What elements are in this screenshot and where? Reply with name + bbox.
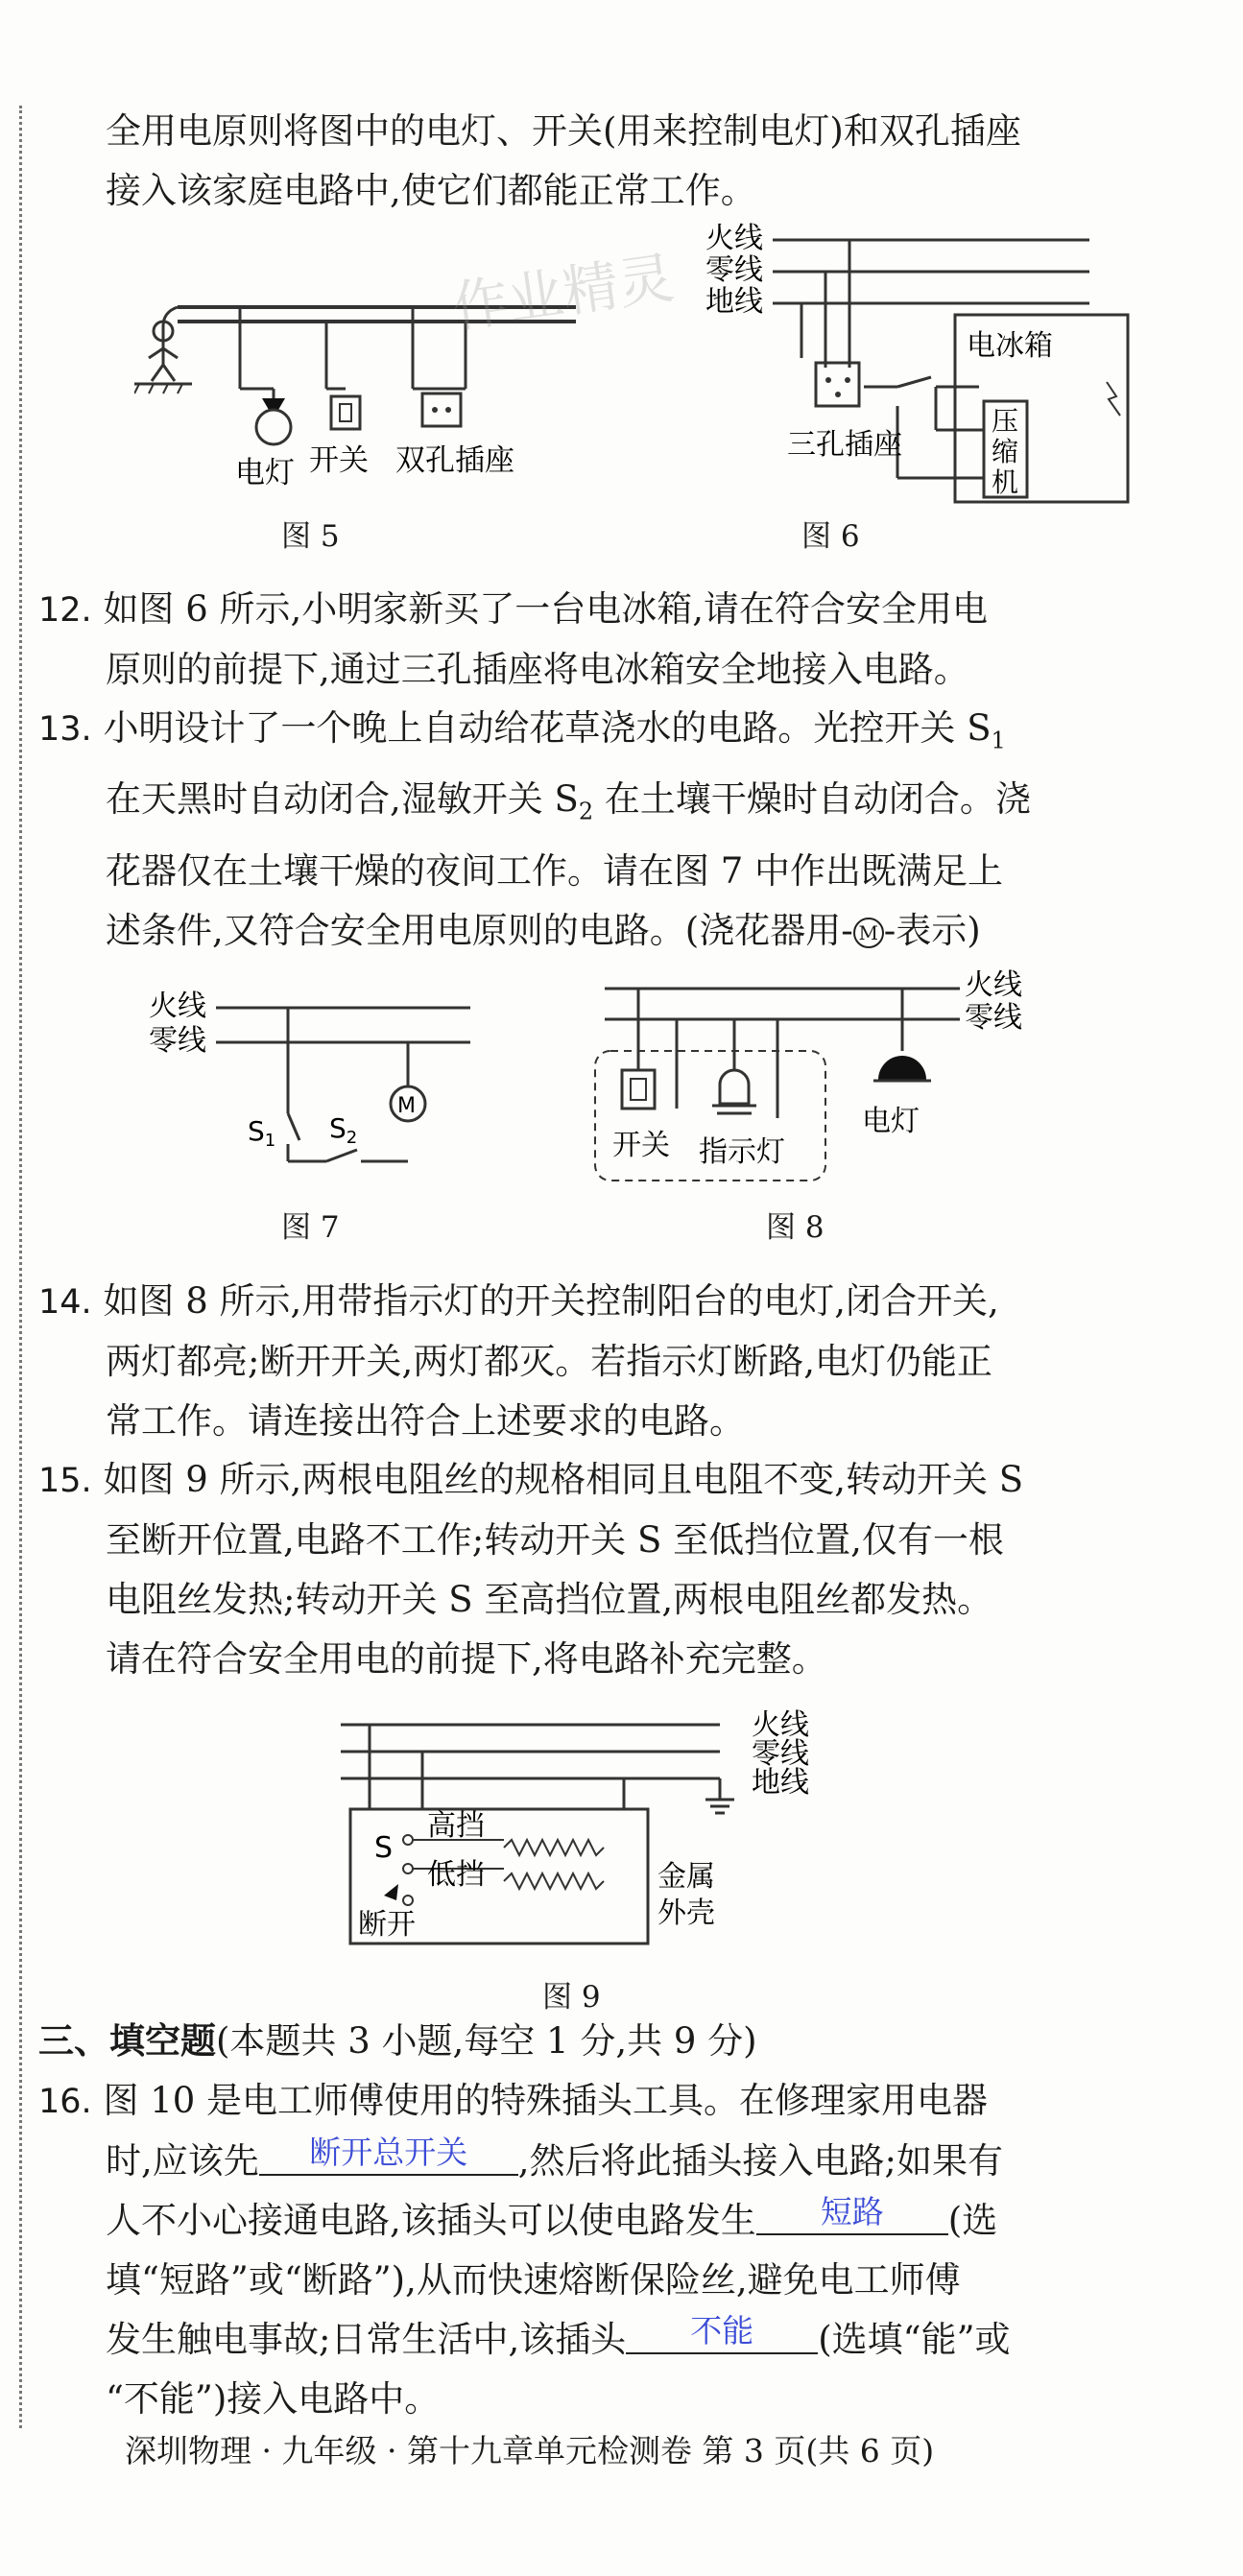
figure-7-diagram (134, 969, 490, 1200)
section-3-heading (38, 2012, 757, 2071)
q13-line-4a: 述条件,又符合安全用电原则的电路。(浇花器用- (106, 909, 853, 951)
fig8-live-label: 火线 (965, 968, 1022, 1002)
fig7-neutral-label: 零线 (149, 1024, 206, 1058)
section-3-title: 三、填空题 (38, 2020, 216, 2062)
fig7-s2-label: $S_2$ (329, 1112, 358, 1148)
fridge-switch-icon (897, 377, 931, 387)
figure-9-diagram (331, 1704, 849, 1958)
fig7-s1-label: $S_1$ (248, 1115, 276, 1151)
fig9-high-label: 高挡 (427, 1809, 485, 1843)
q16-line-1: 图 10 是电工师傅使用的特殊插头工具。在修理家用电器 (103, 2080, 989, 2121)
fig9-metal-label-1: 金属 (657, 1860, 715, 1894)
q13-line-3: 花器仅在土壤干燥的夜间工作。请在图 7 中作出既满足上 (106, 849, 1004, 892)
figure-8 (586, 960, 1065, 1195)
q16-answer-3: 不能 (690, 2312, 754, 2349)
q16-line-2a: 时,应该先 (106, 2140, 259, 2182)
double-socket-icon (422, 394, 461, 426)
fig9-low-label: 低挡 (427, 1858, 485, 1892)
q15-line-1: 如图 9 所示,两根电阻丝的规格相同且电阻不变,转动开关 S (103, 1459, 1024, 1500)
q16-blank-3[interactable] (626, 2310, 818, 2354)
figure-6-caption: 图 6 (801, 519, 860, 554)
q15-line-3: 电阻丝发热;转动开关 S 至高挡位置,两根电阻丝都发热。 (106, 1579, 993, 1620)
heating-wire-2-icon (504, 1873, 604, 1889)
q14-line-3: 常工作。请连接出符合上述要求的电路。 (106, 1400, 745, 1442)
q12-line-1: 如图 6 所示,小明家新买了一台电冰箱,请在符合安全用电 (103, 588, 989, 630)
q15-line-2: 至断开位置,电路不工作;转动开关 S 至低挡位置,仅有一根 (106, 1519, 1004, 1561)
watermark: 作业精灵 (448, 245, 679, 341)
three-pin-socket-icon (816, 363, 859, 406)
q14-line-2: 两灯都亮;断开开关,两灯都灭。若指示灯断路,电灯仍能正 (106, 1341, 992, 1382)
figure-9 (331, 1704, 849, 1958)
s1-switch-icon (288, 1113, 299, 1140)
fig8-switch-icon (622, 1070, 655, 1109)
section-3-note: (本题共 3 小题,每空 1 分,共 9 分) (216, 2020, 757, 2062)
q13-s1-sub: 1 (991, 727, 1006, 754)
q16-line-3b: (选 (947, 2200, 998, 2241)
question-16 (38, 2071, 1133, 2429)
figure-6-diagram (705, 219, 1147, 507)
fig6-ground-label: 地线 (705, 285, 763, 319)
q13-line-4b: -表示) (883, 909, 981, 951)
q16-blank-2[interactable] (756, 2191, 948, 2235)
q13-number: 13. (38, 710, 92, 749)
q12-line-2: 原则的前提下,通过三孔插座将电冰箱安全地接入电路。 (106, 649, 969, 690)
lamp-socket-icon (262, 398, 285, 410)
figure-5-caption: 图 5 (281, 519, 340, 554)
intro-line-1: 全用电原则将图中的电灯、开关(用来控制电灯)和双孔插座 (106, 110, 1021, 152)
fig7-live-label: 火线 (149, 990, 206, 1023)
page-footer: 深圳物理 · 九年级 · 第十九章单元检测卷 第 3 页(共 6 页) (125, 2432, 935, 2469)
binding-margin (19, 106, 22, 2428)
fig6-live-label: 火线 (705, 222, 763, 255)
lightning-icon (1107, 382, 1120, 416)
indicator-lamp-icon (720, 1070, 749, 1104)
q12-number: 12. (38, 591, 92, 630)
figure-8-caption: 图 8 (766, 1210, 825, 1245)
switch-box-icon (331, 396, 360, 429)
q13-line-2a: 在天黑时自动闭合,湿敏开关 S (106, 778, 579, 821)
heating-wire-1-icon (504, 1840, 604, 1855)
fig8-indicator-label: 指示灯 (699, 1135, 785, 1169)
ceiling-lamp-icon (878, 1056, 926, 1080)
q16-number: 16. (38, 2083, 92, 2121)
q16-line-5a: 发生触电事故;日常生活中,该插头 (106, 2319, 627, 2360)
q14-line-1: 如图 8 所示,用带指示灯的开关控制阳台的电灯,闭合开关, (103, 1280, 999, 1322)
fig6-fridge-label: 电冰箱 (967, 329, 1053, 363)
figure-8-diagram (586, 960, 1065, 1195)
q13-line-1: 小明设计了一个晚上自动给花草浇水的电路。光控开关 S (103, 707, 992, 749)
fig9-neutral-label: 零线 (752, 1737, 809, 1771)
fig6-compressor-1: 压 (992, 405, 1019, 437)
fig6-compressor-2: 缩 (992, 436, 1019, 467)
fig9-s-label: S (374, 1831, 394, 1865)
q15-number: 15. (38, 1462, 92, 1500)
fig5-lamp-label: 电灯 (235, 456, 295, 490)
question-14 (38, 1272, 1133, 1451)
fig9-ground-label: 地线 (752, 1766, 809, 1800)
fig8-lamp-label: 电灯 (862, 1105, 920, 1138)
figure-9-caption: 图 9 (542, 1980, 601, 2015)
q16-blank-1[interactable] (259, 2132, 518, 2176)
q16-line-2b: ,然后将此插头接入电路;如果有 (517, 2140, 1003, 2182)
intro-text (106, 102, 1133, 221)
q16-line-3a: 人不小心接通电路,该插头可以使电路发生 (106, 2200, 756, 2241)
fig7-motor-label: M (397, 1094, 416, 1118)
q16-answer-1: 断开总开关 (309, 2134, 468, 2171)
q16-answer-2: 短路 (820, 2193, 884, 2230)
fig9-live-label: 火线 (752, 1708, 809, 1742)
q13-line-2b: 在土壤干燥时自动闭合。浇 (593, 778, 1031, 821)
fig6-socket-label: 三孔插座 (787, 428, 902, 462)
fig5-switch-label: 开关 (309, 443, 369, 478)
figure-7-caption: 图 7 (281, 1210, 340, 1245)
figure-6 (705, 219, 1147, 507)
s2-switch-icon (326, 1150, 357, 1161)
rotary-switch-icon (384, 1884, 398, 1900)
fig8-switch-label: 开关 (612, 1129, 670, 1162)
question-12 (38, 580, 1133, 700)
figure-7 (134, 969, 490, 1200)
q14-number: 14. (38, 1283, 92, 1322)
fig6-neutral-label: 零线 (705, 253, 763, 287)
fig5-socket-label: 双孔插座 (395, 443, 514, 478)
q15-line-4: 请在符合安全用电的前提下,将电路补充完整。 (106, 1638, 827, 1680)
fig8-neutral-label: 零线 (965, 1001, 1022, 1035)
intro-line-2: 接入该家庭电路中,使它们都能正常工作。 (106, 170, 756, 211)
q16-line-5b: (选填“能”或 (818, 2319, 1011, 2360)
q13-s2-sub: 2 (578, 798, 594, 825)
q16-line-6: “不能”)接入电路中。 (106, 2378, 441, 2420)
question-15 (38, 1450, 1133, 1689)
q16-line-4: 填“短路”或“断路”),从而快速熔断保险丝,避免电工师傅 (106, 2259, 961, 2301)
fig6-compressor-3: 机 (992, 466, 1019, 498)
motor-symbol-icon: M (853, 918, 884, 948)
question-13 (38, 699, 1133, 961)
lamp-bulb-icon (256, 410, 291, 444)
fig9-off-label: 断开 (358, 1908, 416, 1942)
fig9-metal-label-2: 外壳 (657, 1896, 715, 1930)
